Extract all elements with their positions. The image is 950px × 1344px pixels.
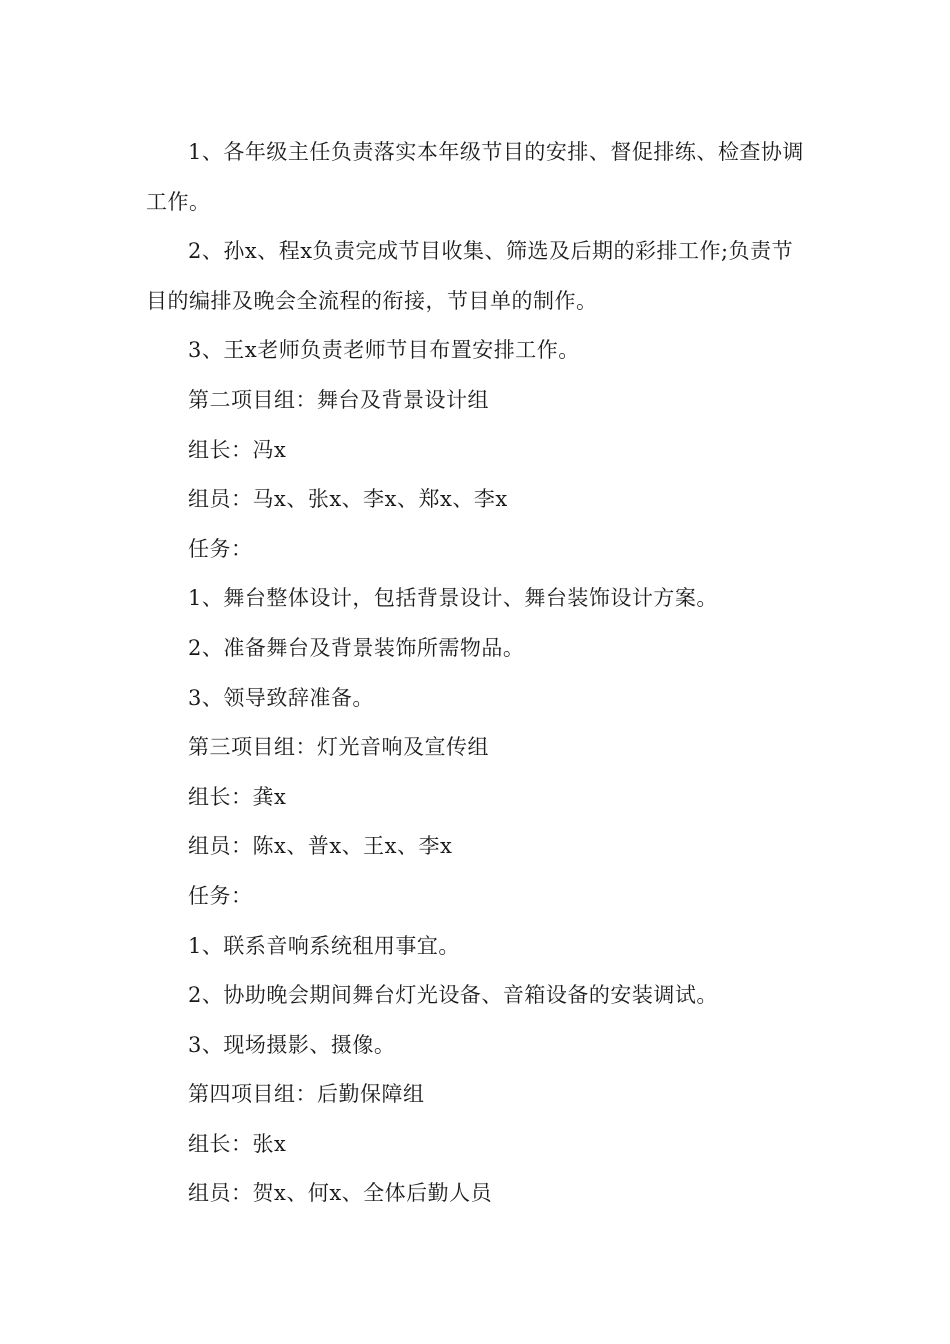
paragraph-task-1: 1、各年级主任负责落实本年级节目的安排、督促排练、检查协调工作。 — [146, 140, 804, 214]
group-3-members: 组员：陈x、普x、王x、李x — [188, 834, 453, 859]
document-body — [146, 128, 810, 1219]
group-2-task-3: 3、领导致辞准备。 — [188, 685, 374, 710]
section-heading-group-3: 第三项目组：灯光音响及宣传组 — [188, 735, 489, 760]
group-3-tasks-label: 任务： — [188, 883, 253, 908]
section-heading-group-2: 第二项目组：舞台及背景设计组 — [188, 387, 489, 412]
group-4-members: 组员：贺x、何x、全体后勤人员 — [188, 1181, 493, 1206]
group-2-task-2: 2、准备舞台及背景装饰所需物品。 — [188, 635, 525, 660]
group-3-task-2: 2、协助晚会期间舞台灯光设备、音箱设备的安装调试。 — [188, 983, 718, 1008]
section-heading-group-4: 第四项目组：后勤保障组 — [188, 1082, 425, 1107]
group-3-leader: 组长：龚x — [188, 784, 287, 809]
group-2-leader: 组长：冯x — [188, 437, 287, 462]
group-3-task-1: 1、联系音响系统租用事宜。 — [188, 933, 460, 958]
group-3-task-3: 3、现场摄影、摄像。 — [188, 1032, 396, 1057]
paragraph-task-3: 3、王x老师负责老师节目布置安排工作。 — [188, 338, 580, 363]
group-2-members: 组员：马x、张x、李x、郑x、李x — [188, 487, 508, 512]
group-2-task-1: 1、舞台整体设计，包括背景设计、舞台装饰设计方案。 — [188, 586, 718, 611]
group-2-tasks-label: 任务： — [188, 536, 253, 561]
paragraph-task-2: 2、孙x、程x负责完成节目收集、筛选及后期的彩排工作;负责节目的编排及晚会全流程的衔接，节目单的制作。 — [146, 239, 794, 313]
group-4-leader: 组长：张x — [188, 1131, 287, 1156]
